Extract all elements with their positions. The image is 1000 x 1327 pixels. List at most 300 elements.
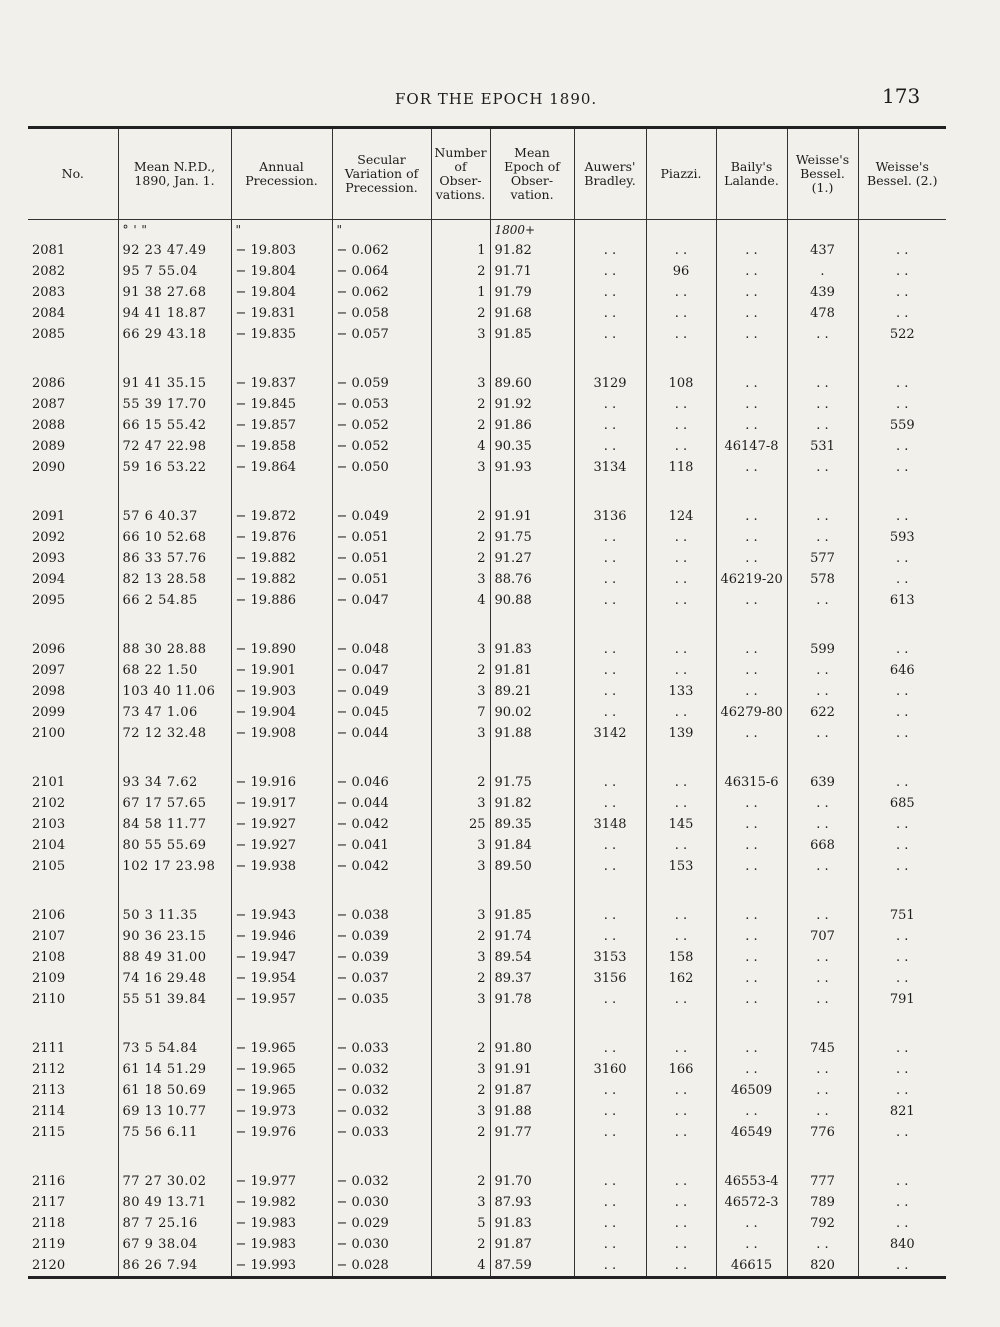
bailys-lalande-ref: . . — [716, 1213, 787, 1234]
mean-epoch: 90.02 — [490, 702, 574, 723]
units-secular: " — [332, 220, 431, 241]
weisses-bessel-2-ref: 751 — [858, 905, 946, 926]
annual-precession: − 19.886 — [231, 590, 332, 611]
observation-count: 4 — [431, 590, 490, 611]
bailys-lalande-ref: . . — [716, 1101, 787, 1122]
weisses-bessel-2-ref: . . — [858, 1080, 946, 1101]
auwers-bradley-ref: . . — [574, 303, 646, 324]
star-number: 2087 — [32, 397, 66, 412]
annual-precession: − 19.946 — [231, 926, 332, 947]
auwers-bradley-ref: . . — [574, 282, 646, 303]
observation-count: 4 — [431, 1255, 490, 1278]
auwers-bradley-ref: . . — [574, 1122, 646, 1143]
header-piazzi: Piazzi. — [646, 128, 716, 220]
star-number: 2092 — [32, 530, 66, 545]
spacer-cell — [28, 478, 118, 506]
spacer-cell — [716, 345, 787, 373]
mean-epoch: 91.91 — [490, 506, 574, 527]
bailys-lalande-ref: . . — [716, 261, 787, 282]
mean-epoch: 91.87 — [490, 1080, 574, 1101]
star-number: 2086 — [32, 376, 66, 391]
mean-npd: 72 12 32.48 — [118, 723, 231, 744]
annual-precession: − 19.938 — [231, 856, 332, 877]
table-row — [28, 527, 946, 548]
secular-variation: − 0.059 — [332, 373, 431, 394]
auwers-bradley-ref: . . — [574, 835, 646, 856]
observation-count: 3 — [431, 947, 490, 968]
annual-precession: − 19.901 — [231, 660, 332, 681]
mean-epoch: 91.81 — [490, 660, 574, 681]
auwers-bradley-ref: . . — [574, 989, 646, 1010]
piazzi-ref: . . — [646, 905, 716, 926]
mean-epoch: 91.74 — [490, 926, 574, 947]
star-number: 2100 — [32, 726, 66, 741]
table-row — [28, 324, 946, 345]
secular-variation: − 0.039 — [332, 947, 431, 968]
secular-variation: − 0.037 — [332, 968, 431, 989]
spacer-cell — [646, 611, 716, 639]
annual-precession: − 19.954 — [231, 968, 332, 989]
auwers-bradley-ref: . . — [574, 527, 646, 548]
annual-precession: − 19.916 — [231, 772, 332, 793]
weisses-bessel-1-ref: . . — [787, 723, 858, 744]
weisses-bessel-2-ref: . . — [858, 303, 946, 324]
weisses-bessel-2-ref: . . — [858, 436, 946, 457]
secular-variation: − 0.035 — [332, 989, 431, 1010]
bailys-lalande-ref: . . — [716, 989, 787, 1010]
annual-precession: − 19.882 — [231, 548, 332, 569]
mean-npd: 66 15 55.42 — [118, 415, 231, 436]
star-number: 2082 — [32, 264, 66, 279]
star-number: 2101 — [32, 775, 66, 790]
spacer-cell — [646, 1010, 716, 1038]
mean-epoch: 91.92 — [490, 394, 574, 415]
mean-epoch: 91.78 — [490, 989, 574, 1010]
bailys-lalande-ref: . . — [716, 282, 787, 303]
secular-variation: − 0.039 — [332, 926, 431, 947]
table-row — [28, 240, 946, 261]
secular-variation: − 0.048 — [332, 639, 431, 660]
weisses-bessel-1-ref: 478 — [787, 303, 858, 324]
units-cell — [646, 220, 716, 241]
mean-epoch: 91.83 — [490, 639, 574, 660]
observation-count: 3 — [431, 1101, 490, 1122]
mean-epoch: 91.68 — [490, 303, 574, 324]
piazzi-ref: 96 — [646, 261, 716, 282]
piazzi-ref: . . — [646, 1122, 716, 1143]
spacer-cell — [332, 877, 431, 905]
secular-variation: − 0.051 — [332, 527, 431, 548]
weisses-bessel-1-ref: . . — [787, 681, 858, 702]
auwers-bradley-ref: 3153 — [574, 947, 646, 968]
table-row — [28, 793, 946, 814]
mean-npd: 84 58 11.77 — [118, 814, 231, 835]
weisses-bessel-2-ref: . . — [858, 1255, 946, 1278]
bailys-lalande-ref: . . — [716, 240, 787, 261]
mean-epoch: 91.82 — [490, 240, 574, 261]
mean-epoch: 91.84 — [490, 835, 574, 856]
weisses-bessel-1-ref: . . — [787, 527, 858, 548]
observation-count: 3 — [431, 1192, 490, 1213]
units-precession: " — [231, 220, 332, 241]
auwers-bradley-ref: . . — [574, 548, 646, 569]
observation-count: 3 — [431, 457, 490, 478]
annual-precession: − 19.983 — [231, 1213, 332, 1234]
table-row — [28, 1234, 946, 1255]
table-row — [28, 1171, 946, 1192]
weisses-bessel-1-ref: . . — [787, 793, 858, 814]
group-spacer — [28, 478, 946, 506]
weisses-bessel-2-ref: 613 — [858, 590, 946, 611]
auwers-bradley-ref: . . — [574, 772, 646, 793]
bailys-lalande-ref: 46615 — [716, 1255, 787, 1278]
piazzi-ref: . . — [646, 1080, 716, 1101]
piazzi-ref: . . — [646, 1255, 716, 1278]
observation-count: 2 — [431, 968, 490, 989]
star-number: 2084 — [32, 306, 66, 321]
piazzi-ref: . . — [646, 240, 716, 261]
piazzi-ref: . . — [646, 282, 716, 303]
secular-variation: − 0.042 — [332, 856, 431, 877]
table-row — [28, 926, 946, 947]
table-row — [28, 989, 946, 1010]
piazzi-ref: . . — [646, 793, 716, 814]
auwers-bradley-ref: . . — [574, 702, 646, 723]
bailys-lalande-ref: . . — [716, 639, 787, 660]
mean-epoch: 91.83 — [490, 1213, 574, 1234]
secular-variation: − 0.051 — [332, 548, 431, 569]
spacer-cell — [574, 744, 646, 772]
spacer-cell — [490, 877, 574, 905]
group-spacer — [28, 1143, 946, 1171]
weisses-bessel-1-ref: . . — [787, 856, 858, 877]
table-row — [28, 639, 946, 660]
header-mean-npd: Mean N.P.D., 1890, Jan. 1. — [118, 128, 231, 220]
weisses-bessel-1-ref: . . — [787, 905, 858, 926]
star-number: 2103 — [32, 817, 66, 832]
units-cell — [574, 220, 646, 241]
annual-precession: − 19.804 — [231, 282, 332, 303]
star-number: 2085 — [32, 327, 66, 342]
annual-precession: − 19.908 — [231, 723, 332, 744]
annual-precession: − 19.904 — [231, 702, 332, 723]
star-number: 2102 — [32, 796, 66, 811]
spacer-cell — [28, 877, 118, 905]
mean-epoch: 91.77 — [490, 1122, 574, 1143]
piazzi-ref: . . — [646, 1192, 716, 1213]
secular-variation: − 0.038 — [332, 905, 431, 926]
weisses-bessel-2-ref: 685 — [858, 793, 946, 814]
mean-epoch: 89.37 — [490, 968, 574, 989]
mean-npd: 93 34 7.62 — [118, 772, 231, 793]
weisses-bessel-1-ref: 577 — [787, 548, 858, 569]
auwers-bradley-ref: 3160 — [574, 1059, 646, 1080]
table-row — [28, 415, 946, 436]
bailys-lalande-ref: . . — [716, 506, 787, 527]
weisses-bessel-1-ref: 531 — [787, 436, 858, 457]
weisses-bessel-1-ref: 439 — [787, 282, 858, 303]
observation-count: 3 — [431, 905, 490, 926]
annual-precession: − 19.872 — [231, 506, 332, 527]
mean-epoch: 89.60 — [490, 373, 574, 394]
table-row — [28, 1255, 946, 1278]
weisses-bessel-2-ref: . . — [858, 926, 946, 947]
bailys-lalande-ref: . . — [716, 793, 787, 814]
piazzi-ref: . . — [646, 1101, 716, 1122]
annual-precession: − 19.835 — [231, 324, 332, 345]
mean-epoch: 91.91 — [490, 1059, 574, 1080]
spacer-cell — [28, 1143, 118, 1171]
weisses-bessel-1-ref: . . — [787, 1080, 858, 1101]
weisses-bessel-1-ref: . . — [787, 394, 858, 415]
mean-epoch: 87.93 — [490, 1192, 574, 1213]
piazzi-ref: . . — [646, 1213, 716, 1234]
secular-variation: − 0.047 — [332, 590, 431, 611]
piazzi-ref: . . — [646, 1171, 716, 1192]
mean-npd: 59 16 53.22 — [118, 457, 231, 478]
mean-npd: 66 10 52.68 — [118, 527, 231, 548]
piazzi-ref: 139 — [646, 723, 716, 744]
weisses-bessel-1-ref: 578 — [787, 569, 858, 590]
secular-variation: − 0.057 — [332, 324, 431, 345]
mean-npd: 88 30 28.88 — [118, 639, 231, 660]
spacer-cell — [490, 744, 574, 772]
annual-precession: − 19.965 — [231, 1038, 332, 1059]
star-number: 2088 — [32, 418, 66, 433]
table-row — [28, 968, 946, 989]
bailys-lalande-ref: . . — [716, 681, 787, 702]
weisses-bessel-1-ref: 777 — [787, 1171, 858, 1192]
piazzi-ref: . . — [646, 772, 716, 793]
piazzi-ref: 153 — [646, 856, 716, 877]
star-number: 2114 — [32, 1104, 66, 1119]
spacer-cell — [332, 611, 431, 639]
units-cell — [716, 220, 787, 241]
table-row — [28, 660, 946, 681]
bailys-lalande-ref: 46549 — [716, 1122, 787, 1143]
mean-epoch: 91.71 — [490, 261, 574, 282]
bailys-lalande-ref: . . — [716, 926, 787, 947]
mean-npd: 50 3 11.35 — [118, 905, 231, 926]
weisses-bessel-1-ref: . . — [787, 415, 858, 436]
annual-precession: − 19.845 — [231, 394, 332, 415]
auwers-bradley-ref: . . — [574, 240, 646, 261]
observation-count: 3 — [431, 681, 490, 702]
bailys-lalande-ref: . . — [716, 457, 787, 478]
spacer-cell — [431, 1143, 490, 1171]
weisses-bessel-1-ref: 792 — [787, 1213, 858, 1234]
weisses-bessel-2-ref: . . — [858, 639, 946, 660]
spacer-cell — [118, 345, 231, 373]
mean-npd: 86 26 7.94 — [118, 1255, 231, 1278]
piazzi-ref: . . — [646, 702, 716, 723]
annual-precession: − 19.973 — [231, 1101, 332, 1122]
weisses-bessel-2-ref: . . — [858, 772, 946, 793]
annual-precession: − 19.927 — [231, 814, 332, 835]
weisses-bessel-2-ref: . . — [858, 261, 946, 282]
annual-precession: − 19.831 — [231, 303, 332, 324]
table-row — [28, 436, 946, 457]
weisses-bessel-2-ref: . . — [858, 835, 946, 856]
auwers-bradley-ref: . . — [574, 639, 646, 660]
weisses-bessel-1-ref: 622 — [787, 702, 858, 723]
mean-epoch: 88.76 — [490, 569, 574, 590]
annual-precession: − 19.804 — [231, 261, 332, 282]
spacer-cell — [787, 345, 858, 373]
spacer-cell — [332, 478, 431, 506]
piazzi-ref: . . — [646, 590, 716, 611]
table-row — [28, 282, 946, 303]
weisses-bessel-2-ref: . . — [858, 569, 946, 590]
observation-count: 2 — [431, 548, 490, 569]
table-row — [28, 1213, 946, 1234]
secular-variation: − 0.053 — [332, 394, 431, 415]
piazzi-ref: 166 — [646, 1059, 716, 1080]
observation-count: 2 — [431, 506, 490, 527]
mean-npd: 90 36 23.15 — [118, 926, 231, 947]
auwers-bradley-ref: . . — [574, 1213, 646, 1234]
spacer-cell — [646, 877, 716, 905]
spacer-cell — [231, 611, 332, 639]
mean-epoch: 90.88 — [490, 590, 574, 611]
bailys-lalande-ref: 46572-3 — [716, 1192, 787, 1213]
spacer-cell — [716, 478, 787, 506]
table-row — [28, 394, 946, 415]
table-row — [28, 905, 946, 926]
weisses-bessel-1-ref: 789 — [787, 1192, 858, 1213]
mean-npd: 61 14 51.29 — [118, 1059, 231, 1080]
bailys-lalande-ref: . . — [716, 548, 787, 569]
weisses-bessel-1-ref: . . — [787, 1234, 858, 1255]
star-number: 2119 — [32, 1237, 66, 1252]
table-row — [28, 702, 946, 723]
bailys-lalande-ref: 46553-4 — [716, 1171, 787, 1192]
mean-npd: 86 33 57.76 — [118, 548, 231, 569]
mean-npd: 77 27 30.02 — [118, 1171, 231, 1192]
mean-epoch: 91.86 — [490, 415, 574, 436]
spacer-cell — [574, 1010, 646, 1038]
auwers-bradley-ref: . . — [574, 1038, 646, 1059]
spacer-cell — [231, 877, 332, 905]
header-weisses-bessel-2: Weisse's Bessel. (2.) — [858, 128, 946, 220]
weisses-bessel-2-ref: 646 — [858, 660, 946, 681]
auwers-bradley-ref: . . — [574, 394, 646, 415]
star-number: 2093 — [32, 551, 66, 566]
piazzi-ref: . . — [646, 1038, 716, 1059]
piazzi-ref: . . — [646, 660, 716, 681]
mean-epoch: 91.79 — [490, 282, 574, 303]
bailys-lalande-ref: . . — [716, 527, 787, 548]
mean-npd: 87 7 25.16 — [118, 1213, 231, 1234]
spacer-cell — [431, 345, 490, 373]
annual-precession: − 19.982 — [231, 1192, 332, 1213]
observation-count: 3 — [431, 856, 490, 877]
auwers-bradley-ref: 3148 — [574, 814, 646, 835]
weisses-bessel-1-ref: . . — [787, 1101, 858, 1122]
spacer-cell — [858, 877, 946, 905]
annual-precession: − 19.976 — [231, 1122, 332, 1143]
star-number: 2113 — [32, 1083, 66, 1098]
spacer-cell — [431, 478, 490, 506]
weisses-bessel-1-ref: . . — [787, 814, 858, 835]
auwers-bradley-ref: . . — [574, 660, 646, 681]
secular-variation: − 0.041 — [332, 835, 431, 856]
spacer-cell — [716, 744, 787, 772]
observation-count: 2 — [431, 261, 490, 282]
weisses-bessel-2-ref: . . — [858, 968, 946, 989]
piazzi-ref: . . — [646, 639, 716, 660]
weisses-bessel-1-ref: 776 — [787, 1122, 858, 1143]
secular-variation: − 0.042 — [332, 814, 431, 835]
spacer-cell — [787, 611, 858, 639]
spacer-cell — [231, 1143, 332, 1171]
star-number: 2091 — [32, 509, 66, 524]
table-row — [28, 261, 946, 282]
bailys-lalande-ref: . . — [716, 835, 787, 856]
table-row — [28, 1122, 946, 1143]
auwers-bradley-ref: . . — [574, 1101, 646, 1122]
piazzi-ref: . . — [646, 1234, 716, 1255]
star-number: 2112 — [32, 1062, 66, 1077]
mean-npd: 103 40 11.06 — [118, 681, 231, 702]
secular-variation: − 0.047 — [332, 660, 431, 681]
bailys-lalande-ref: . . — [716, 394, 787, 415]
star-number: 2095 — [32, 593, 66, 608]
secular-variation: − 0.033 — [332, 1038, 431, 1059]
spacer-cell — [490, 345, 574, 373]
annual-precession: − 19.858 — [231, 436, 332, 457]
star-catalogue-table — [28, 126, 946, 1279]
weisses-bessel-2-ref: . . — [858, 1038, 946, 1059]
header-number-of-observations: Number of Obser- vations. — [431, 128, 490, 220]
spacer-cell — [118, 1010, 231, 1038]
star-number: 2120 — [32, 1258, 66, 1273]
table-row — [28, 1101, 946, 1122]
secular-variation: − 0.050 — [332, 457, 431, 478]
mean-npd: 69 13 10.77 — [118, 1101, 231, 1122]
annual-precession: − 19.876 — [231, 527, 332, 548]
spacer-cell — [332, 1010, 431, 1038]
secular-variation: − 0.051 — [332, 569, 431, 590]
mean-npd: 67 17 57.65 — [118, 793, 231, 814]
piazzi-ref: . . — [646, 548, 716, 569]
mean-epoch: 91.82 — [490, 793, 574, 814]
mean-epoch: 91.70 — [490, 1171, 574, 1192]
weisses-bessel-1-ref: . . — [787, 506, 858, 527]
auwers-bradley-ref: 3142 — [574, 723, 646, 744]
secular-variation: − 0.046 — [332, 772, 431, 793]
table-row — [28, 835, 946, 856]
spacer-cell — [646, 478, 716, 506]
header-bailys-lalande: Baily's Lalande. — [716, 128, 787, 220]
mean-epoch: 89.35 — [490, 814, 574, 835]
spacer-cell — [574, 478, 646, 506]
spacer-cell — [231, 345, 332, 373]
observation-count: 3 — [431, 639, 490, 660]
spacer-cell — [574, 877, 646, 905]
spacer-cell — [28, 611, 118, 639]
weisses-bessel-2-ref: 522 — [858, 324, 946, 345]
weisses-bessel-2-ref: . . — [858, 1213, 946, 1234]
spacer-cell — [490, 478, 574, 506]
annual-precession: − 19.917 — [231, 793, 332, 814]
secular-variation: − 0.032 — [332, 1080, 431, 1101]
bailys-lalande-ref: 46279-80 — [716, 702, 787, 723]
star-number: 2083 — [32, 285, 66, 300]
mean-epoch: 91.88 — [490, 723, 574, 744]
piazzi-ref: 162 — [646, 968, 716, 989]
table-row — [28, 548, 946, 569]
